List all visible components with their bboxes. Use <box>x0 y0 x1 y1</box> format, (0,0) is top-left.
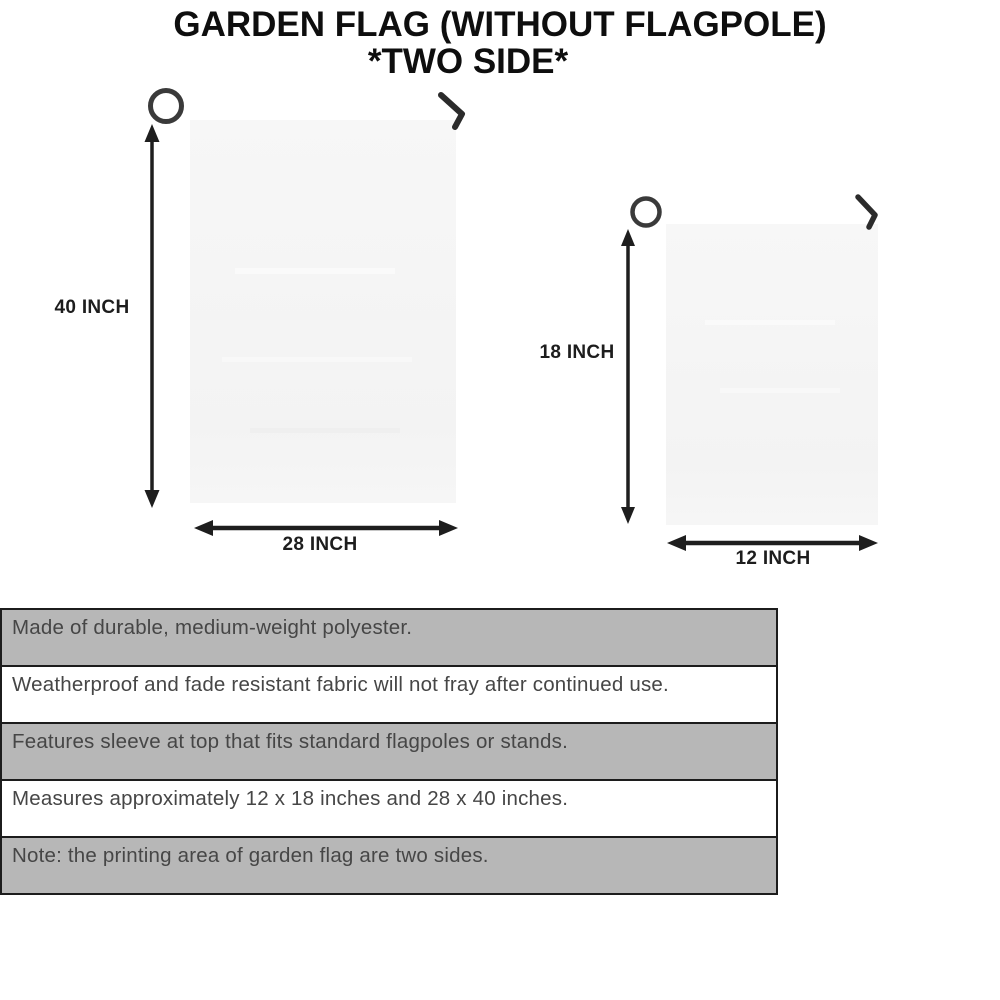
feature-row-material <box>0 608 778 667</box>
small-flag-height-label: 18 INCH <box>539 342 615 363</box>
feature-row-sleeve <box>0 722 778 781</box>
small-flag-fold-mark <box>720 388 840 393</box>
title-line-2: *TWO SIDE* <box>367 42 569 81</box>
title-line-1: GARDEN FLAG (WITHOUT FLAGPOLE) <box>173 5 827 44</box>
small-flag-width-label: 12 INCH <box>735 548 811 569</box>
large-flag-width-label: 28 INCH <box>282 534 358 555</box>
large-flag-fabric <box>190 120 456 503</box>
feature-list <box>0 608 778 895</box>
small-flag-height-arrow <box>621 229 635 524</box>
feature-text: Made of durable, medium-weight polyester. <box>12 616 413 639</box>
feature-row-note <box>0 836 778 895</box>
small-flag-fabric <box>666 224 878 525</box>
feature-text: Measures approximately 12 x 18 inches and 28 x 40 inches. <box>12 787 569 810</box>
large-flag-height-label: 40 INCH <box>54 297 130 318</box>
feature-text: Weatherproof and fade resistant fabric will not fray after continued use. <box>12 673 669 696</box>
small-flag-hook <box>858 197 875 227</box>
feature-row-measures <box>0 779 778 838</box>
small-flag-diagram <box>621 197 878 608</box>
large-flag-fold-mark <box>222 357 412 362</box>
large-flag-diagram <box>145 91 463 604</box>
small-flag-pole-loop <box>633 199 660 226</box>
small-flag-fold-mark <box>705 320 835 325</box>
feature-row-weatherproof <box>0 665 778 724</box>
feature-text: Note: the printing area of garden flag are two sides. <box>12 844 489 867</box>
feature-text: Features sleeve at top that fits standard flagpoles or stands. <box>12 730 568 753</box>
large-flag-pole-loop <box>151 91 182 122</box>
large-flag-fold-mark <box>235 268 395 274</box>
large-flag-fold-mark <box>250 428 400 433</box>
